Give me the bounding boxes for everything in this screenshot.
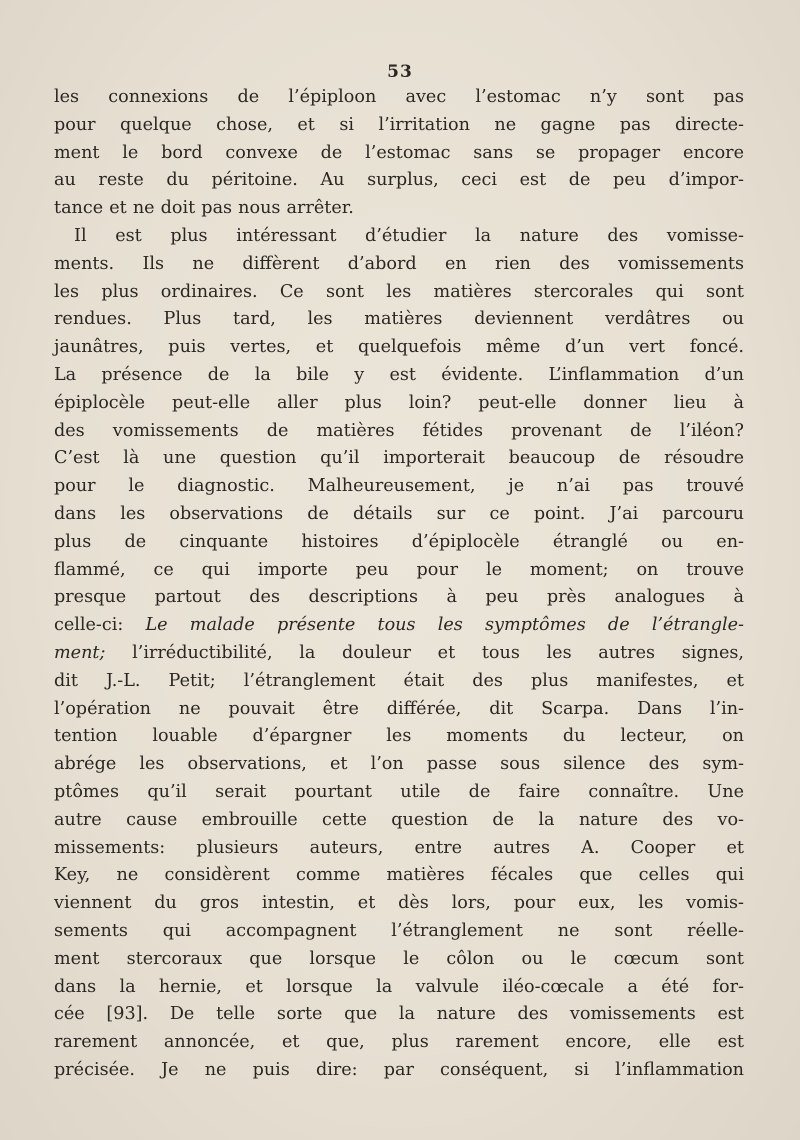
text-line bbox=[54, 445, 744, 473]
text-line bbox=[54, 557, 744, 585]
text-segment: épiplocèle peut-elle aller plus loin? peut-elle donner lieu à bbox=[54, 392, 744, 413]
text-segment: sements qui accompagnent l’étranglement ne sont réelle- bbox=[54, 920, 744, 941]
text-segment: ment stercoraux que lorsque le côlon ou le cœcum sont bbox=[54, 948, 744, 969]
text-segment: Il est plus intéressant d’étudier la nature des vomisse- bbox=[74, 225, 744, 246]
text-line bbox=[54, 84, 744, 112]
text-segment: pour quelque chose, et si l’irritation ne gagne pas directe- bbox=[54, 114, 744, 135]
text-line bbox=[54, 334, 744, 362]
text-segment: dit J.-L. Petit; l’étranglement était des plus manifestes, et bbox=[54, 670, 744, 691]
text-line bbox=[54, 112, 744, 140]
text-segment: rarement annoncée, et que, plus rarement encore, elle est bbox=[54, 1032, 744, 1053]
text-line bbox=[54, 140, 744, 168]
text-segment: ments. Ils ne diffèrent d’abord en rien des vomissements bbox=[54, 253, 744, 274]
text-segment: C’est là une question qu’il importerait beaucoup de résoudre bbox=[54, 448, 744, 469]
text-line bbox=[54, 1001, 744, 1029]
text-line bbox=[54, 279, 744, 307]
text-segment: cée [93]. De telle sorte que la nature des vomissements est bbox=[54, 1004, 744, 1025]
text-segment: des vomissements de matières fétides provenant de l’iléon? bbox=[54, 420, 744, 441]
text-line bbox=[54, 890, 744, 918]
text-line bbox=[54, 195, 744, 223]
text-line bbox=[54, 251, 744, 279]
text-segment: abrége les observations, et l’on passe sous silence des sym- bbox=[54, 754, 744, 775]
text-line bbox=[54, 1029, 744, 1057]
text-segment: flammé, ce qui importe peu pour le moment; on trouve bbox=[54, 559, 744, 580]
text-line bbox=[54, 473, 744, 501]
text-line bbox=[54, 390, 744, 418]
text-line bbox=[54, 751, 744, 779]
text-segment: précisée. Je ne puis dire: par conséquent, si l’inflammation bbox=[54, 1059, 744, 1080]
text-line bbox=[54, 306, 744, 334]
text-line bbox=[54, 668, 744, 696]
text-segment: missements: plusieurs auteurs, entre autres A. Cooper et bbox=[54, 837, 744, 858]
page-number: 53 bbox=[387, 62, 413, 82]
text-line bbox=[54, 779, 744, 807]
text-segment: tance et ne doit pas nous arrêter. bbox=[54, 198, 354, 219]
text-segment: autre cause embrouille cette question de la nature des vo- bbox=[54, 809, 744, 830]
text-line bbox=[54, 946, 744, 974]
text-line bbox=[54, 640, 744, 668]
text-line bbox=[54, 807, 744, 835]
body-text bbox=[54, 84, 744, 1085]
text-segment: pour le diagnostic. Malheureusement, je n’ai pas trouvé bbox=[54, 476, 744, 497]
text-segment: presque partout des descriptions à peu près analogues à bbox=[54, 587, 744, 608]
text-segment: La présence de la bile y est évidente. L’inflammation d’un bbox=[54, 364, 744, 385]
text-segment: au reste du péritoine. Au surplus, ceci est de peu d’impor- bbox=[54, 170, 744, 191]
text-line bbox=[54, 418, 744, 446]
text-line bbox=[54, 501, 744, 529]
text-line bbox=[54, 223, 744, 251]
text-line bbox=[54, 362, 744, 390]
italic-text: ment; bbox=[54, 642, 106, 663]
text-segment: rendues. Plus tard, les matières deviennent verdâtres ou bbox=[54, 309, 744, 330]
text-segment: celle-ci: bbox=[54, 615, 146, 636]
text-segment: les plus ordinaires. Ce sont les matières stercorales qui sont bbox=[54, 281, 744, 302]
text-line bbox=[54, 862, 744, 890]
text-line bbox=[54, 612, 744, 640]
text-segment: ment le bord convexe de l’estomac sans se propager encore bbox=[54, 142, 744, 163]
text-line bbox=[54, 974, 744, 1002]
text-line bbox=[54, 529, 744, 557]
text-line bbox=[54, 918, 744, 946]
text-segment: dans la hernie, et lorsque la valvule iléo-cœcale a été for- bbox=[54, 976, 744, 997]
text-segment: viennent du gros intestin, et dès lors, pour eux, les vomis- bbox=[54, 893, 744, 914]
text-segment: l’irréductibilité, la douleur et tous les autres signes, bbox=[105, 642, 744, 663]
italic-text: Le malade présente tous les symptômes de l’étrangle- bbox=[145, 615, 744, 636]
text-line bbox=[54, 835, 744, 863]
text-segment: ptômes qu’il serait pourtant utile de faire connaître. Une bbox=[54, 781, 744, 802]
text-line bbox=[54, 167, 744, 195]
text-segment: jaunâtres, puis vertes, et quelquefois même d’un vert foncé. bbox=[54, 337, 744, 358]
text-line bbox=[54, 696, 744, 724]
text-segment: dans les observations de détails sur ce point. J’ai parcouru bbox=[54, 503, 744, 524]
text-segment: Key, ne considèrent comme matières fécales que celles qui bbox=[54, 865, 744, 886]
text-segment: plus de cinquante histoires d’épiplocèle étranglé ou en- bbox=[54, 531, 744, 552]
text-segment: les connexions de l’épiploon avec l’estomac n’y sont pas bbox=[54, 87, 744, 107]
text-segment: tention louable d’épargner les moments du lecteur, on bbox=[54, 726, 744, 747]
text-line bbox=[54, 1057, 744, 1085]
text-line bbox=[54, 723, 744, 751]
text-segment: l’opération ne pouvait être différée, dit Scarpa. Dans l’in- bbox=[54, 698, 744, 719]
text-line bbox=[54, 584, 744, 612]
